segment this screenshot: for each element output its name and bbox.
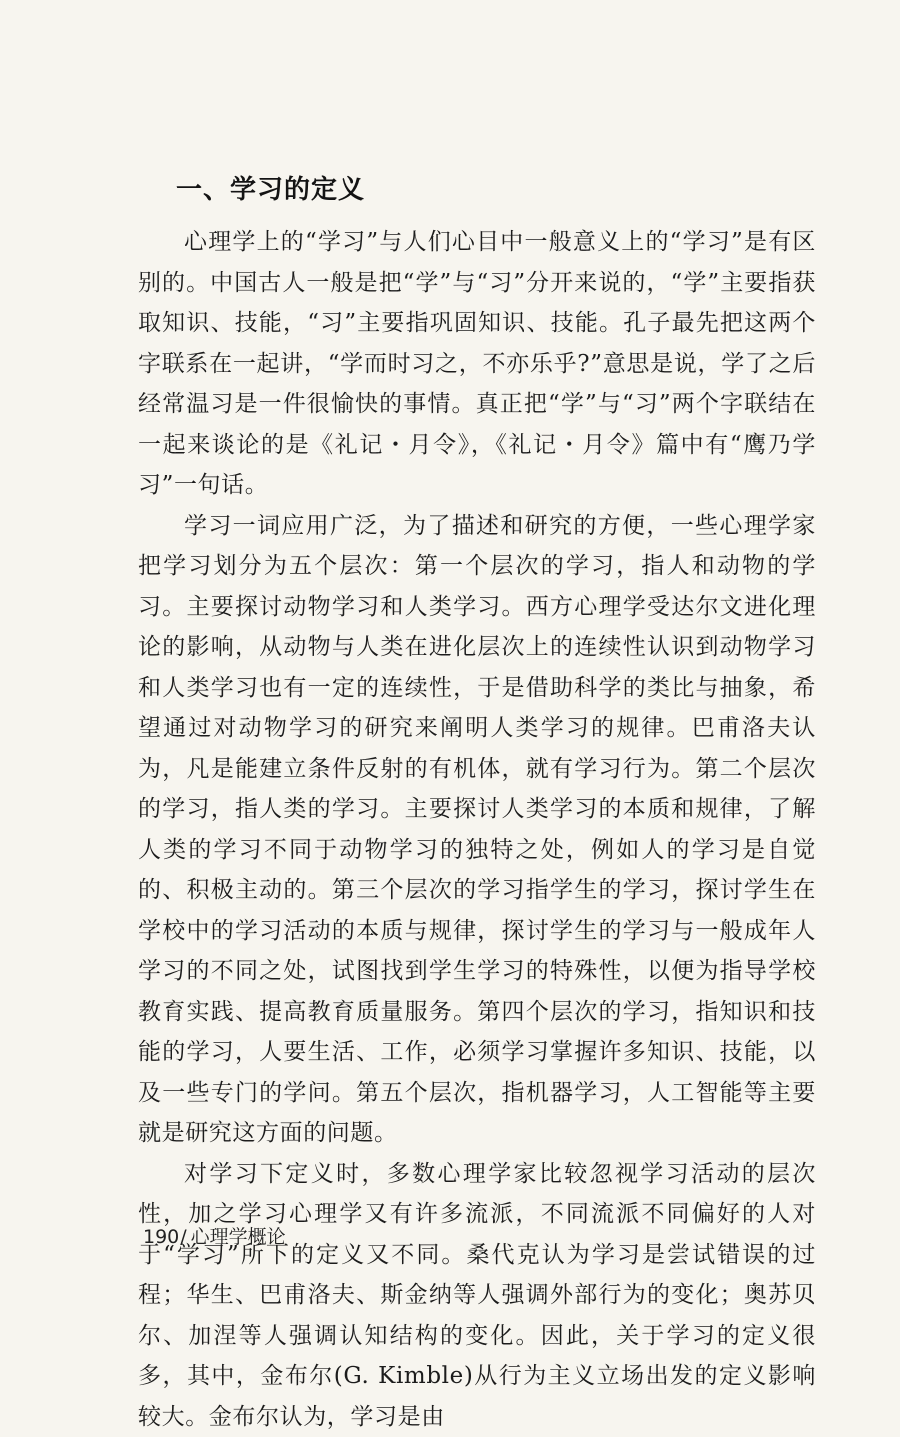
- body-text: [138, 222, 816, 1437]
- footer-separator: /: [180, 1226, 186, 1248]
- paragraph-1: 心理学上的“学习”与人们心目中一般意义上的“学习”是有区别的。中国古人一般是把“学”与“习”分开来说的，“学”主要指获取知识、技能，“习”主要指巩固知识、技能。孔子最先把这两个字联系在一起讲，“学而时习之，不亦乐乎?”意思是说，学了之后经常温习是一件很愉快的事情。真正把“学”与“习”两个字联结在一起来谈论的是《礼记・月令》，《礼记・月令》篇中有“鹰乃学习”一句话。: [138, 222, 816, 506]
- page-footer: [143, 1222, 286, 1252]
- running-title: 心理学概论: [191, 1226, 286, 1248]
- paragraph-3: 对学习下定义时，多数心理学家比较忽视学习活动的层次性，加之学习心理学又有许多流派，不同流派不同偏好的人对于“学习”所下的定义又不同。桑代克认为学习是尝试错误的过程；华生、巴甫洛夫、斯金纳等人强调外部行为的变化；奥苏贝尔、加涅等人强调认知结构的变化。因此，关于学习的定义很多，其中，金布尔(G. Kimble)从行为主义立场出发的定义影响较大。金布尔认为，学习是由: [138, 1154, 816, 1437]
- paragraph-2: 学习一词应用广泛，为了描述和研究的方便，一些心理学家把学习划分为五个层次：第一个层次的学习，指人和动物的学习。主要探讨动物学习和人类学习。西方心理学受达尔文进化理论的影响，从动物与人类在进化层次上的连续性认识到动物学习和人类学习也有一定的连续性，于是借助科学的类比与抽象，希望通过对动物学习的研究来阐明人类学习的规律。巴甫洛夫认为，凡是能建立条件反射的有机体，就有学习行为。第二个层次的学习，指人类的学习。主要探讨人类学习的本质和规律，了解人类的学习不同于动物学习的独特之处，例如人的学习是自觉的、积极主动的。第三个层次的学习指学生的学习，探讨学生在学校中的学习活动的本质与规律，探讨学生的学习与一般成年人学习的不同之处，试图找到学生学习的特殊性，以便为指导学校教育实践、提高教育质量服务。第四个层次的学习，指知识和技能的学习，人要生活、工作，必须学习掌握许多知识、技能，以及一些专门的学问。第五个层次，指机器学习，人工智能等主要就是研究这方面的问题。: [138, 506, 816, 1154]
- page-number: 190: [143, 1226, 179, 1248]
- section-heading: 一、学习的定义: [176, 170, 365, 210]
